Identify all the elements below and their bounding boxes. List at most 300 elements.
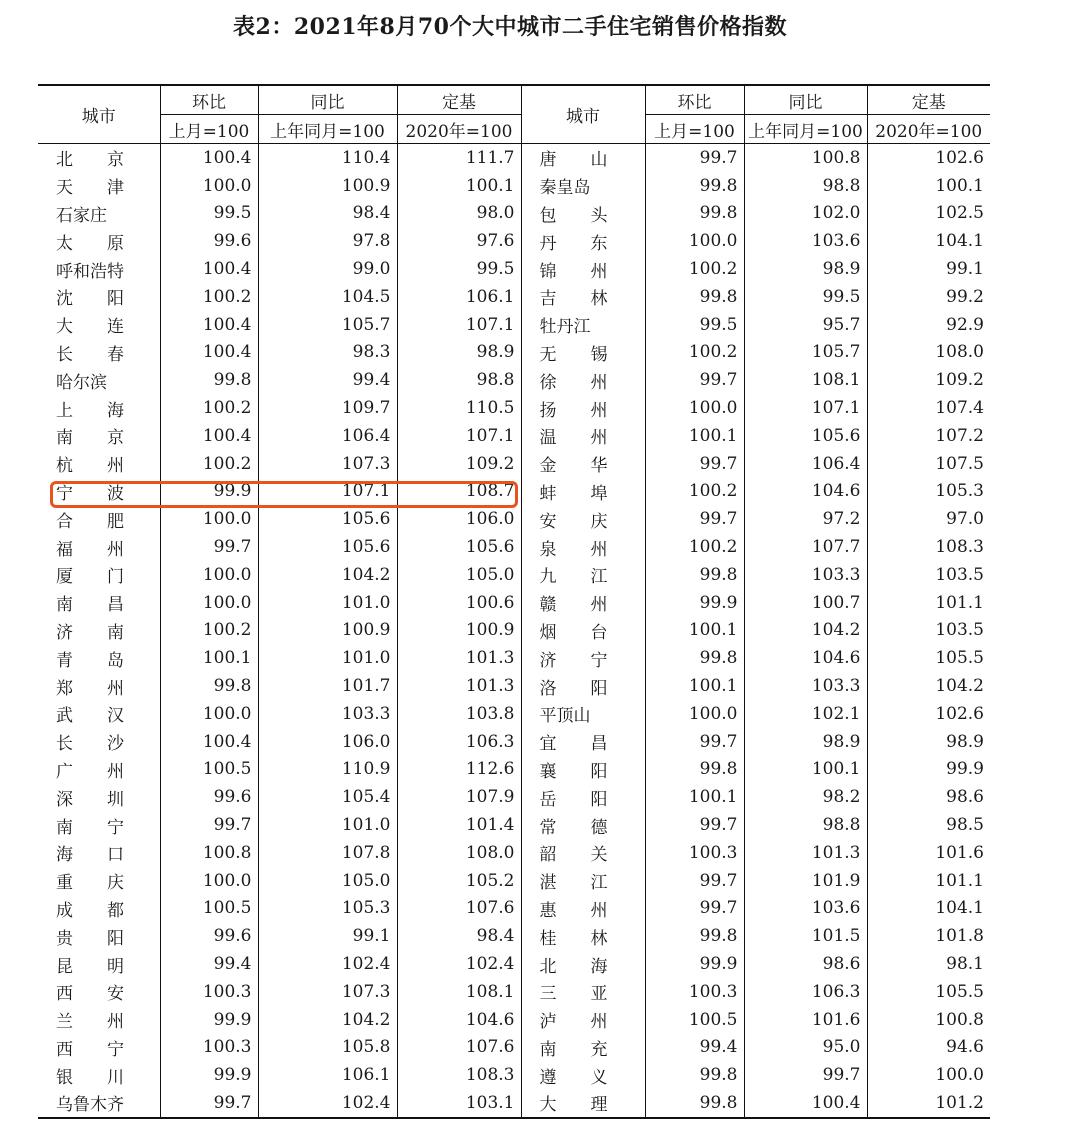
table-row xyxy=(38,922,990,950)
table-row xyxy=(38,672,990,700)
right-yoy-cell: 98.8 xyxy=(744,172,867,200)
right-fixed-cell: 104.1 xyxy=(867,895,990,923)
left-mom-cell: 100.4 xyxy=(160,422,258,450)
header-mom-left: 环比 xyxy=(160,85,258,115)
left-mom-cell: 99.6 xyxy=(160,783,258,811)
right-mom-cell: 100.2 xyxy=(645,478,744,506)
left-city-cell: 深 圳 xyxy=(56,789,124,810)
right-yoy-cell: 102.1 xyxy=(744,700,867,728)
right-city-cell: 吉 林 xyxy=(539,289,608,310)
right-mom-cell: 100.0 xyxy=(645,227,744,255)
right-mom-cell: 99.8 xyxy=(645,561,744,589)
left-city-cell: 宁 波 xyxy=(56,483,124,504)
left-mom-cell: 100.4 xyxy=(160,311,258,339)
left-fixed-cell: 100.1 xyxy=(397,172,521,200)
right-mom-cell: 99.5 xyxy=(645,311,744,339)
left-fixed-cell: 105.0 xyxy=(397,561,521,589)
left-yoy-cell: 99.4 xyxy=(258,366,397,394)
right-mom-cell: 100.0 xyxy=(645,394,744,422)
right-mom-cell: 100.1 xyxy=(645,617,744,645)
right-mom-cell: 100.2 xyxy=(645,339,744,367)
right-yoy-cell: 106.3 xyxy=(744,978,867,1006)
table-row xyxy=(38,533,990,561)
right-fixed-cell: 101.1 xyxy=(867,589,990,617)
right-yoy-cell: 101.5 xyxy=(744,922,867,950)
right-yoy-cell: 98.2 xyxy=(744,783,867,811)
table-row xyxy=(38,200,990,228)
table-row xyxy=(38,172,990,200)
left-city-cell: 太 原 xyxy=(56,233,124,254)
table-row xyxy=(38,339,990,367)
right-yoy-cell: 100.7 xyxy=(744,589,867,617)
right-mom-cell: 99.7 xyxy=(645,728,744,756)
header-fixed-left: 定基 xyxy=(397,85,521,115)
right-city-cell: 蚌 埠 xyxy=(539,483,608,504)
left-fixed-cell: 108.0 xyxy=(397,839,521,867)
table-row xyxy=(38,255,990,283)
left-mom-cell: 99.8 xyxy=(160,672,258,700)
right-mom-cell: 99.8 xyxy=(645,1061,744,1089)
left-mom-cell: 99.7 xyxy=(160,811,258,839)
right-city-cell: 扬 州 xyxy=(539,400,608,421)
left-yoy-cell: 105.6 xyxy=(258,505,397,533)
price-index-table xyxy=(38,84,990,1119)
left-city-cell: 南 宁 xyxy=(56,817,124,838)
left-yoy-cell: 101.0 xyxy=(258,589,397,617)
left-yoy-cell: 99.0 xyxy=(258,255,397,283)
left-city-cell: 大 连 xyxy=(56,317,124,338)
right-yoy-cell: 108.1 xyxy=(744,366,867,394)
table-row xyxy=(38,589,990,617)
right-city-cell: 三 亚 xyxy=(539,984,608,1005)
right-city-cell: 惠 州 xyxy=(539,900,608,921)
left-mom-cell: 99.7 xyxy=(160,533,258,561)
left-city-cell: 重 庆 xyxy=(56,873,124,894)
right-mom-cell: 99.8 xyxy=(645,1089,744,1118)
left-city-cell: 上 海 xyxy=(56,400,124,421)
header-yoy-left: 同比 xyxy=(258,85,397,115)
left-fixed-cell: 108.3 xyxy=(397,1061,521,1089)
right-mom-cell: 99.8 xyxy=(645,283,744,311)
left-yoy-cell: 105.8 xyxy=(258,1034,397,1062)
left-mom-cell: 100.5 xyxy=(160,756,258,784)
left-city-cell: 合 肥 xyxy=(56,511,124,532)
right-city-cell: 南 充 xyxy=(539,1039,608,1060)
left-yoy-cell: 102.4 xyxy=(258,950,397,978)
right-fixed-cell: 99.2 xyxy=(867,283,990,311)
left-fixed-cell: 103.1 xyxy=(397,1089,521,1118)
left-mom-cell: 100.3 xyxy=(160,1034,258,1062)
left-fixed-cell: 107.1 xyxy=(397,311,521,339)
left-yoy-cell: 101.7 xyxy=(258,672,397,700)
left-city-cell: 广 州 xyxy=(56,761,124,782)
left-city-cell: 北 京 xyxy=(56,150,124,171)
right-fixed-cell: 107.2 xyxy=(867,422,990,450)
right-fixed-cell: 103.5 xyxy=(867,617,990,645)
left-yoy-cell: 105.4 xyxy=(258,783,397,811)
left-mom-cell: 100.4 xyxy=(160,728,258,756)
right-yoy-cell: 103.6 xyxy=(744,227,867,255)
header-city-right: 城市 xyxy=(521,85,645,144)
right-yoy-cell: 101.6 xyxy=(744,1006,867,1034)
left-city-cell: 济 南 xyxy=(56,622,124,643)
right-city-cell: 九 江 xyxy=(539,567,608,588)
left-mom-cell: 100.0 xyxy=(160,700,258,728)
right-fixed-cell: 98.1 xyxy=(867,950,990,978)
left-yoy-cell: 97.8 xyxy=(258,227,397,255)
header-yoy-base-right: 上年同月=100 xyxy=(744,115,867,144)
table-row xyxy=(38,422,990,450)
left-mom-cell: 99.5 xyxy=(160,200,258,228)
left-yoy-cell: 107.3 xyxy=(258,978,397,1006)
right-city-cell: 宜 昌 xyxy=(539,734,608,755)
right-fixed-cell: 98.5 xyxy=(867,811,990,839)
left-mom-cell: 100.4 xyxy=(160,255,258,283)
right-mom-cell: 99.7 xyxy=(645,811,744,839)
right-city-cell: 无 锡 xyxy=(539,344,608,365)
left-yoy-cell: 99.1 xyxy=(258,922,397,950)
left-yoy-cell: 104.2 xyxy=(258,561,397,589)
left-fixed-cell: 107.9 xyxy=(397,783,521,811)
right-city-cell: 济 宁 xyxy=(539,650,608,671)
left-fixed-cell: 98.8 xyxy=(397,366,521,394)
right-fixed-cell: 101.8 xyxy=(867,922,990,950)
right-yoy-cell: 95.7 xyxy=(744,311,867,339)
right-city-cell: 包 头 xyxy=(539,205,608,226)
right-fixed-cell: 100.0 xyxy=(867,1061,990,1089)
left-fixed-cell: 112.6 xyxy=(397,756,521,784)
right-mom-cell: 99.8 xyxy=(645,200,744,228)
highlight-box-ningbo xyxy=(50,481,518,508)
table-row xyxy=(38,505,990,533)
left-mom-cell: 100.2 xyxy=(160,394,258,422)
left-fixed-cell: 111.7 xyxy=(397,144,521,172)
right-city-cell: 徐 州 xyxy=(539,372,608,393)
right-fixed-cell: 100.1 xyxy=(867,172,990,200)
left-yoy-cell: 100.9 xyxy=(258,172,397,200)
left-city-cell: 兰 州 xyxy=(56,1012,124,1033)
right-city-cell: 岳 阳 xyxy=(539,789,608,810)
right-mom-cell: 100.2 xyxy=(645,255,744,283)
left-city-cell: 海 口 xyxy=(56,845,124,866)
right-yoy-cell: 97.2 xyxy=(744,505,867,533)
right-city-cell: 泸 州 xyxy=(539,1012,608,1033)
left-city-cell: 石家庄 xyxy=(56,205,107,226)
right-mom-cell: 99.7 xyxy=(645,366,744,394)
left-fixed-cell: 106.1 xyxy=(397,283,521,311)
right-city-cell: 丹 东 xyxy=(539,233,608,254)
table-header xyxy=(38,85,990,144)
right-mom-cell: 100.3 xyxy=(645,978,744,1006)
left-city-cell: 福 州 xyxy=(56,539,124,560)
left-fixed-cell: 106.3 xyxy=(397,728,521,756)
left-mom-cell: 99.6 xyxy=(160,227,258,255)
right-fixed-cell: 102.6 xyxy=(867,144,990,172)
left-mom-cell: 100.0 xyxy=(160,172,258,200)
left-mom-cell: 100.2 xyxy=(160,617,258,645)
left-yoy-cell: 110.9 xyxy=(258,756,397,784)
right-city-cell: 金 华 xyxy=(539,456,608,477)
left-fixed-cell: 101.3 xyxy=(397,672,521,700)
left-yoy-cell: 106.0 xyxy=(258,728,397,756)
left-mom-cell: 100.1 xyxy=(160,644,258,672)
left-fixed-cell: 97.6 xyxy=(397,227,521,255)
left-mom-cell: 100.5 xyxy=(160,895,258,923)
right-yoy-cell: 103.3 xyxy=(744,672,867,700)
left-yoy-cell: 102.4 xyxy=(258,1089,397,1118)
right-yoy-cell: 107.1 xyxy=(744,394,867,422)
left-city-cell: 西 宁 xyxy=(56,1039,124,1060)
right-city-cell: 温 州 xyxy=(539,428,608,449)
header-city-left: 城市 xyxy=(38,85,160,144)
left-yoy-cell: 107.3 xyxy=(258,450,397,478)
left-mom-cell: 100.4 xyxy=(160,144,258,172)
right-city-cell: 泉 州 xyxy=(539,539,608,560)
right-city-cell: 安 庆 xyxy=(539,511,608,532)
left-fixed-cell: 102.4 xyxy=(397,950,521,978)
left-city-cell: 郑 州 xyxy=(56,678,124,699)
right-mom-cell: 99.7 xyxy=(645,505,744,533)
header-fixed-right: 定基 xyxy=(867,85,990,115)
right-yoy-cell: 99.5 xyxy=(744,283,867,311)
table-row xyxy=(38,450,990,478)
left-city-cell: 昆 明 xyxy=(56,956,124,977)
right-yoy-cell: 98.6 xyxy=(744,950,867,978)
left-mom-cell: 100.3 xyxy=(160,978,258,1006)
header-yoy-right: 同比 xyxy=(744,85,867,115)
right-yoy-cell: 104.6 xyxy=(744,478,867,506)
left-fixed-cell: 108.7 xyxy=(397,478,521,506)
left-fixed-cell: 98.9 xyxy=(397,339,521,367)
left-fixed-cell: 101.4 xyxy=(397,811,521,839)
right-fixed-cell: 99.1 xyxy=(867,255,990,283)
left-fixed-cell: 110.5 xyxy=(397,394,521,422)
table-row xyxy=(38,728,990,756)
right-fixed-cell: 92.9 xyxy=(867,311,990,339)
header-fixed-base-left: 2020年=100 xyxy=(397,115,521,144)
right-mom-cell: 99.7 xyxy=(645,867,744,895)
right-city-cell: 襄 阳 xyxy=(539,761,608,782)
left-fixed-cell: 107.1 xyxy=(397,422,521,450)
left-mom-cell: 100.2 xyxy=(160,450,258,478)
left-fixed-cell: 108.1 xyxy=(397,978,521,1006)
right-city-cell: 锦 州 xyxy=(539,261,608,282)
right-fixed-cell: 101.1 xyxy=(867,867,990,895)
left-mom-cell: 100.0 xyxy=(160,505,258,533)
header-mom-base-left: 上月=100 xyxy=(160,115,258,144)
table-row xyxy=(38,1006,990,1034)
right-city-cell: 烟 台 xyxy=(539,622,608,643)
left-fixed-cell: 109.2 xyxy=(397,450,521,478)
table-row xyxy=(38,1089,990,1118)
right-yoy-cell: 100.4 xyxy=(744,1089,867,1118)
right-fixed-cell: 102.5 xyxy=(867,200,990,228)
right-yoy-cell: 104.6 xyxy=(744,644,867,672)
left-yoy-cell: 106.1 xyxy=(258,1061,397,1089)
left-yoy-cell: 109.7 xyxy=(258,394,397,422)
right-city-cell: 牡丹江 xyxy=(539,317,591,338)
table-row xyxy=(38,617,990,645)
left-mom-cell: 99.4 xyxy=(160,950,258,978)
right-city-cell: 赣 州 xyxy=(539,595,608,616)
right-mom-cell: 99.4 xyxy=(645,1034,744,1062)
right-mom-cell: 100.0 xyxy=(645,700,744,728)
left-city-cell: 长 沙 xyxy=(56,734,124,755)
right-city-cell: 韶 关 xyxy=(539,845,608,866)
right-fixed-cell: 101.6 xyxy=(867,839,990,867)
left-city-cell: 厦 门 xyxy=(56,567,124,588)
table-row xyxy=(38,1034,990,1062)
right-fixed-cell: 104.1 xyxy=(867,227,990,255)
left-city-cell: 南 京 xyxy=(56,428,124,449)
header-fixed-base-right: 2020年=100 xyxy=(867,115,990,144)
right-yoy-cell: 105.7 xyxy=(744,339,867,367)
left-city-cell: 银 川 xyxy=(56,1067,124,1088)
right-fixed-cell: 100.8 xyxy=(867,1006,990,1034)
left-fixed-cell: 98.4 xyxy=(397,922,521,950)
right-mom-cell: 99.8 xyxy=(645,756,744,784)
header-yoy-base-left: 上年同月=100 xyxy=(258,115,397,144)
right-yoy-cell: 98.8 xyxy=(744,811,867,839)
right-fixed-cell: 109.2 xyxy=(867,366,990,394)
table-row xyxy=(38,811,990,839)
left-yoy-cell: 105.6 xyxy=(258,533,397,561)
right-yoy-cell: 101.3 xyxy=(744,839,867,867)
right-mom-cell: 100.3 xyxy=(645,839,744,867)
right-yoy-cell: 103.3 xyxy=(744,561,867,589)
right-yoy-cell: 107.7 xyxy=(744,533,867,561)
left-mom-cell: 100.0 xyxy=(160,589,258,617)
right-mom-cell: 100.5 xyxy=(645,1006,744,1034)
left-yoy-cell: 98.4 xyxy=(258,200,397,228)
left-yoy-cell: 106.4 xyxy=(258,422,397,450)
right-fixed-cell: 105.3 xyxy=(867,478,990,506)
right-fixed-cell: 104.2 xyxy=(867,672,990,700)
right-city-cell: 大 理 xyxy=(539,1095,608,1116)
right-yoy-cell: 95.0 xyxy=(744,1034,867,1062)
left-yoy-cell: 100.9 xyxy=(258,617,397,645)
right-yoy-cell: 106.4 xyxy=(744,450,867,478)
right-fixed-cell: 107.4 xyxy=(867,394,990,422)
right-city-cell: 北 海 xyxy=(539,956,608,977)
right-mom-cell: 99.9 xyxy=(645,589,744,617)
right-fixed-cell: 98.9 xyxy=(867,728,990,756)
left-city-cell: 西 安 xyxy=(56,984,124,1005)
left-mom-cell: 99.9 xyxy=(160,478,258,506)
right-city-cell: 洛 阳 xyxy=(539,678,608,699)
right-mom-cell: 100.1 xyxy=(645,783,744,811)
table-row xyxy=(38,895,990,923)
table-row xyxy=(38,783,990,811)
left-yoy-cell: 104.2 xyxy=(258,1006,397,1034)
left-fixed-cell: 107.6 xyxy=(397,1034,521,1062)
right-fixed-cell: 105.5 xyxy=(867,644,990,672)
right-yoy-cell: 105.6 xyxy=(744,422,867,450)
right-city-cell: 湛 江 xyxy=(539,873,608,894)
right-yoy-cell: 100.8 xyxy=(744,144,867,172)
left-fixed-cell: 107.6 xyxy=(397,895,521,923)
right-fixed-cell: 107.5 xyxy=(867,450,990,478)
left-city-cell: 青 岛 xyxy=(56,650,124,671)
left-fixed-cell: 101.3 xyxy=(397,644,521,672)
left-yoy-cell: 98.3 xyxy=(258,339,397,367)
left-mom-cell: 99.9 xyxy=(160,1061,258,1089)
table-row xyxy=(38,144,990,172)
table-row xyxy=(38,700,990,728)
right-mom-cell: 99.8 xyxy=(645,922,744,950)
table-body xyxy=(38,144,990,1118)
left-city-cell: 贵 阳 xyxy=(56,928,124,949)
right-city-cell: 桂 林 xyxy=(539,928,608,949)
left-yoy-cell: 105.3 xyxy=(258,895,397,923)
table-row xyxy=(38,311,990,339)
table-row xyxy=(38,394,990,422)
left-city-cell: 沈 阳 xyxy=(56,289,124,310)
left-city-cell: 武 汉 xyxy=(56,706,124,727)
table-title: 表2：2021年8月70个大中城市二手住宅销售价格指数 xyxy=(233,14,787,40)
left-city-cell: 天 津 xyxy=(56,178,124,199)
table-row xyxy=(38,867,990,895)
left-city-cell: 长 春 xyxy=(56,344,124,365)
left-fixed-cell: 103.8 xyxy=(397,700,521,728)
table-row xyxy=(38,561,990,589)
right-city-cell: 遵 义 xyxy=(539,1067,608,1088)
left-yoy-cell: 105.7 xyxy=(258,311,397,339)
table-row xyxy=(38,756,990,784)
right-yoy-cell: 98.9 xyxy=(744,255,867,283)
right-fixed-cell: 98.6 xyxy=(867,783,990,811)
left-fixed-cell: 106.0 xyxy=(397,505,521,533)
header-mom-right: 环比 xyxy=(645,85,744,115)
left-mom-cell: 99.6 xyxy=(160,922,258,950)
table-row xyxy=(38,644,990,672)
left-fixed-cell: 105.6 xyxy=(397,533,521,561)
right-mom-cell: 99.8 xyxy=(645,172,744,200)
left-city-cell: 南 昌 xyxy=(56,595,124,616)
left-fixed-cell: 105.2 xyxy=(397,867,521,895)
right-city-cell: 常 德 xyxy=(539,817,608,838)
left-city-cell: 杭 州 xyxy=(56,456,124,477)
table-row xyxy=(38,839,990,867)
table-row xyxy=(38,227,990,255)
right-mom-cell: 100.1 xyxy=(645,422,744,450)
table-row xyxy=(38,283,990,311)
right-mom-cell: 99.7 xyxy=(645,450,744,478)
left-yoy-cell: 104.5 xyxy=(258,283,397,311)
table-row xyxy=(38,950,990,978)
right-yoy-cell: 99.7 xyxy=(744,1061,867,1089)
table-row xyxy=(38,366,990,394)
left-mom-cell: 100.2 xyxy=(160,283,258,311)
right-fixed-cell: 102.6 xyxy=(867,700,990,728)
left-city-cell: 乌鲁木齐 xyxy=(56,1095,124,1116)
table-row xyxy=(38,978,990,1006)
right-fixed-cell: 99.9 xyxy=(867,756,990,784)
left-yoy-cell: 105.0 xyxy=(258,867,397,895)
left-yoy-cell: 107.8 xyxy=(258,839,397,867)
left-fixed-cell: 99.5 xyxy=(397,255,521,283)
left-mom-cell: 99.7 xyxy=(160,1089,258,1118)
left-city-cell: 成 都 xyxy=(56,900,124,921)
right-fixed-cell: 105.5 xyxy=(867,978,990,1006)
right-mom-cell: 99.8 xyxy=(645,644,744,672)
left-yoy-cell: 101.0 xyxy=(258,644,397,672)
left-city-cell: 哈尔滨 xyxy=(56,372,107,393)
right-city-cell: 唐 山 xyxy=(539,150,608,171)
right-fixed-cell: 108.3 xyxy=(867,533,990,561)
left-yoy-cell: 107.1 xyxy=(258,478,397,506)
left-mom-cell: 100.4 xyxy=(160,339,258,367)
